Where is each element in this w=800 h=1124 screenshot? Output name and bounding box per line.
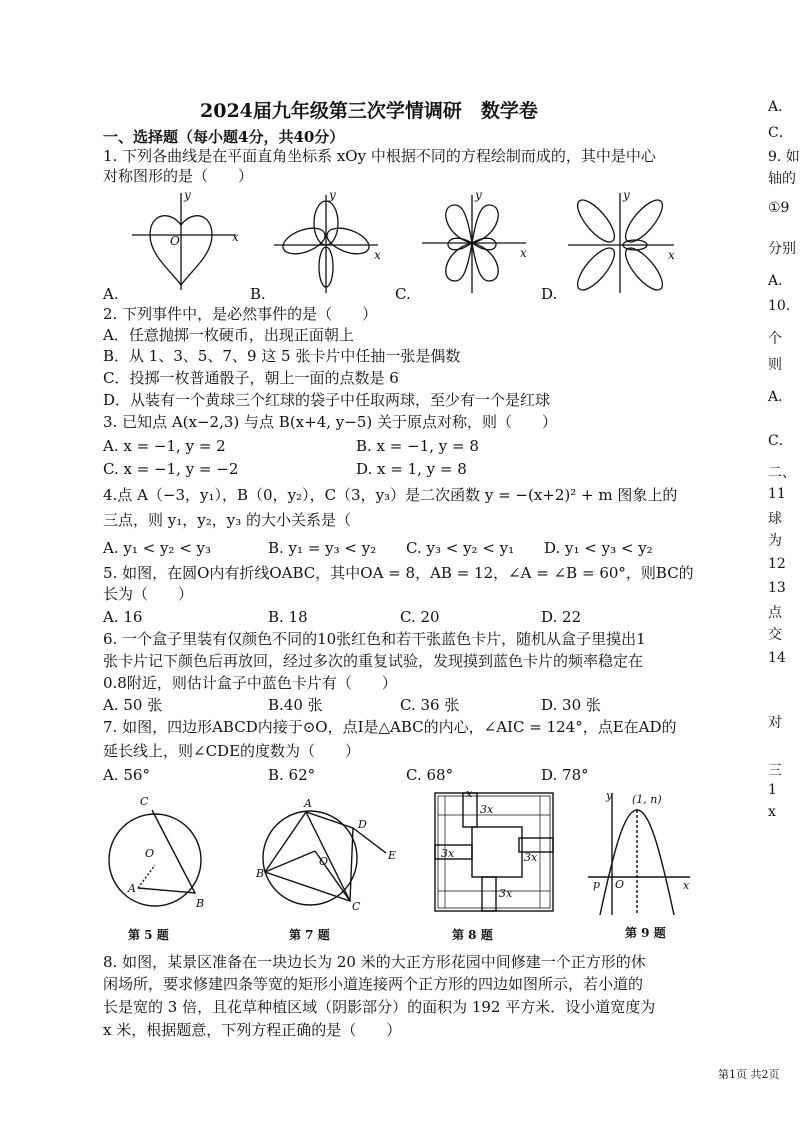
q6-option-c: C. 36 张 [400,696,460,714]
page-footer: 第1页 共2页 [718,1068,780,1081]
svg-text:E: E [388,849,397,862]
q7-stem-line2: 延长线上，则∠CDE的度数为（ ） [103,742,361,760]
svg-text:3x: 3x [480,803,494,816]
q4-option-c: C. y₃ < y₂ < y₁ [406,539,515,557]
fig5-circle [109,810,201,906]
edge-fragment: 三 [768,763,782,779]
svg-text:O: O [170,234,180,248]
edge-fragment: A． [768,389,793,405]
q6-stem-line3: 0.8附近，则估计盒子中蓝色卡片有（ ） [103,674,397,692]
q4-stem-line1: 4.点 A（−3，y₁），B（0，y₂），C（3，y₃）是二次函数 y = −(x+2)² + m 图象上的 [103,486,678,504]
edge-fragment: 12 [768,556,786,572]
q2-option-b: B．从 1、3、5、7、9 这 5 张卡片中任抽一张是偶数 [103,347,461,365]
q6-stem-line2: 张卡片记下颜色后再放回，经过多次的重复试验，发现摸到蓝色卡片的频率稳定在 [103,652,644,670]
q5-option-b: B. 18 [268,608,308,626]
svg-text:O: O [319,855,329,868]
fig5-caption: 第 5 题 [128,928,169,942]
q2-option-d: D．从装有一个黄球三个红球的袋子中任取两球，至少有一个是红球 [103,391,551,409]
q3-stem: 3. 已知点 A(x−2,3) 与点 B(x+4, y−5) 关于原点对称，则（ ） [103,413,557,431]
edge-fragment: x [768,804,776,820]
q8-stem-line4: x 米，根据题意，下列方程正确的是（ ） [103,1021,402,1039]
edge-fragment: A． [768,99,793,115]
q4-option-b: B. y₁ = y₃ < y₂ [268,539,377,557]
q7-stem-line1: 7. 如图，四边形ABCD内接于⊙O，点I是△ABC的内心，∠AIC = 124°，点E在AD的 [103,718,677,736]
svg-text:(1, n): (1, n) [632,793,662,806]
q3-option-b: B. x = −1, y = 8 [356,437,479,455]
q6-option-a: A. 50 张 [103,696,163,714]
svg-text:3x: 3x [524,851,538,864]
petal-curve-figure [568,193,674,295]
edge-fragment: 11 [768,486,786,502]
edge-fragment: 二、 [768,465,796,481]
q2-stem: 2. 下列事件中，是必然事件的是（ ） [103,305,378,323]
edge-fragment: 9. 如 [768,149,800,165]
q2-option-c: C．投掷一枚普通骰子，朝上一面的点数是 6 [103,369,399,387]
edge-fragment: 则 [768,357,782,373]
svg-text:y: y [475,188,482,202]
q4-stem-line2: 三点，则 y₁，y₂，y₃ 的大小关系是（ [103,511,351,529]
heart-curve-figure [132,193,236,290]
q1-option-d: D. [541,285,558,303]
q3-option-c: C. x = −1, y = −2 [103,460,239,478]
edge-fragment: 14 [768,650,786,666]
q6-stem-line1: 6. 一个盒子里装有仅颜色不同的10张红色和若干张蓝色卡片，随机从盒子里摸出1 [103,630,646,648]
edge-fragment: 10. [768,298,791,314]
svg-text:x: x [668,248,675,262]
fig7-caption: 第 7 题 [289,928,330,942]
q3-option-d: D. x = 1, y = 8 [356,460,467,478]
edge-fragment: 球 [768,511,782,527]
svg-text:x: x [683,879,690,892]
q5-option-a: A. 16 [103,608,143,626]
q6-option-d: D. 30 张 [541,696,601,714]
q4-option-a: A. y₁ < y₂ < y₃ [103,539,212,557]
edge-fragment: A． [768,273,793,289]
four-leaf-curve-figure [422,195,526,293]
svg-text:O: O [615,878,625,891]
q5-option-c: C. 20 [400,608,440,626]
edge-fragment: C． [768,433,793,449]
q8-stem-line3: 长是宽的 3 倍，且花草种植区域（阴影部分）的面积为 192 平方米．设小道宽度为 [103,998,656,1016]
section-heading: 一、选择题（每小题4分，共40分） [103,128,345,146]
q1-option-c: C. [395,285,411,303]
svg-text:3x: 3x [499,887,513,900]
q5-stem-line1: 5. 如图，在圆O内有折线OABC，其中OA = 8，AB = 12，∠A = ∠B = 60°，则BC的 [103,564,694,582]
q1-stem-line1: 1. 下列各曲线是在平面直角坐标系 xOy 中根据不同的方程绘制而成的，其中是中心 [103,147,656,165]
edge-fragment: 点 [768,605,782,621]
q7-option-b: B. 62° [268,766,316,784]
svg-text:y: y [623,188,630,202]
q5-option-d: D. 22 [541,608,582,626]
edge-fragment: ①9 [768,200,790,216]
svg-text:3x: 3x [441,847,455,860]
svg-text:A: A [128,882,136,895]
edge-fragment: 13 [768,580,786,596]
svg-text:B: B [196,897,205,910]
q8-stem-line2: 闲场所，要求修建四条等宽的矩形小道连接两个正方形的四边如图所示，若小道的 [103,975,644,993]
q6-option-b: B.40 张 [268,696,323,714]
q3-option-a: A. x = −1, y = 2 [103,437,226,455]
fig9-caption: 第 9 题 [625,926,666,940]
svg-text:x: x [232,230,239,244]
q7-option-a: A. 56° [103,766,150,784]
q1-option-a: A. [103,285,119,303]
svg-text:x: x [374,248,381,262]
page-title: 2024届九年级第三次学情调研 数学卷 [200,100,538,122]
svg-text:C: C [352,900,361,913]
edge-fragment: 1 [768,782,777,798]
q2-option-a: A．任意抛掷一枚硬币，出现正面朝上 [103,326,354,344]
q4-option-d: D. y₁ < y₃ < y₂ [544,539,653,557]
fig9-parabola [588,793,690,915]
svg-text:y: y [184,188,191,202]
flower-curve-figure [274,195,378,293]
edge-fragment: 个 [768,331,782,347]
svg-text:x: x [520,246,527,260]
q1-figures [100,185,740,300]
svg-text:B: B [256,867,265,880]
edge-fragment: 分别 [768,241,796,257]
q8-stem-line1: 8. 如图，某景区准备在一块边长为 20 米的大正方形花园中间修建一个正方形的休 [103,953,646,971]
q5-stem-line2: 长为（ ） [103,585,194,603]
fig8-caption: 第 8 题 [452,928,493,942]
svg-text:x: x [466,787,473,800]
edge-fragment: 轴的 [768,171,796,187]
q1-option-b: B. [250,285,266,303]
q1-stem-line2: 对称图形的是（ ） [103,167,254,185]
svg-text:y: y [329,188,336,202]
edge-fragment: 交 [768,627,782,643]
edge-fragment: C． [768,125,793,141]
q7-option-c: C. 68° [406,766,454,784]
q7-option-d: D. 78° [541,766,589,784]
svg-text:O: O [145,847,155,860]
edge-fragment: 为 [768,533,782,549]
figures-row [100,785,710,945]
svg-text:D: D [358,818,367,831]
svg-text:p: p [593,878,601,891]
svg-text:C: C [140,795,149,808]
edge-fragment: 对 [768,715,782,731]
svg-text:A: A [304,797,312,810]
svg-text:y: y [606,789,613,802]
